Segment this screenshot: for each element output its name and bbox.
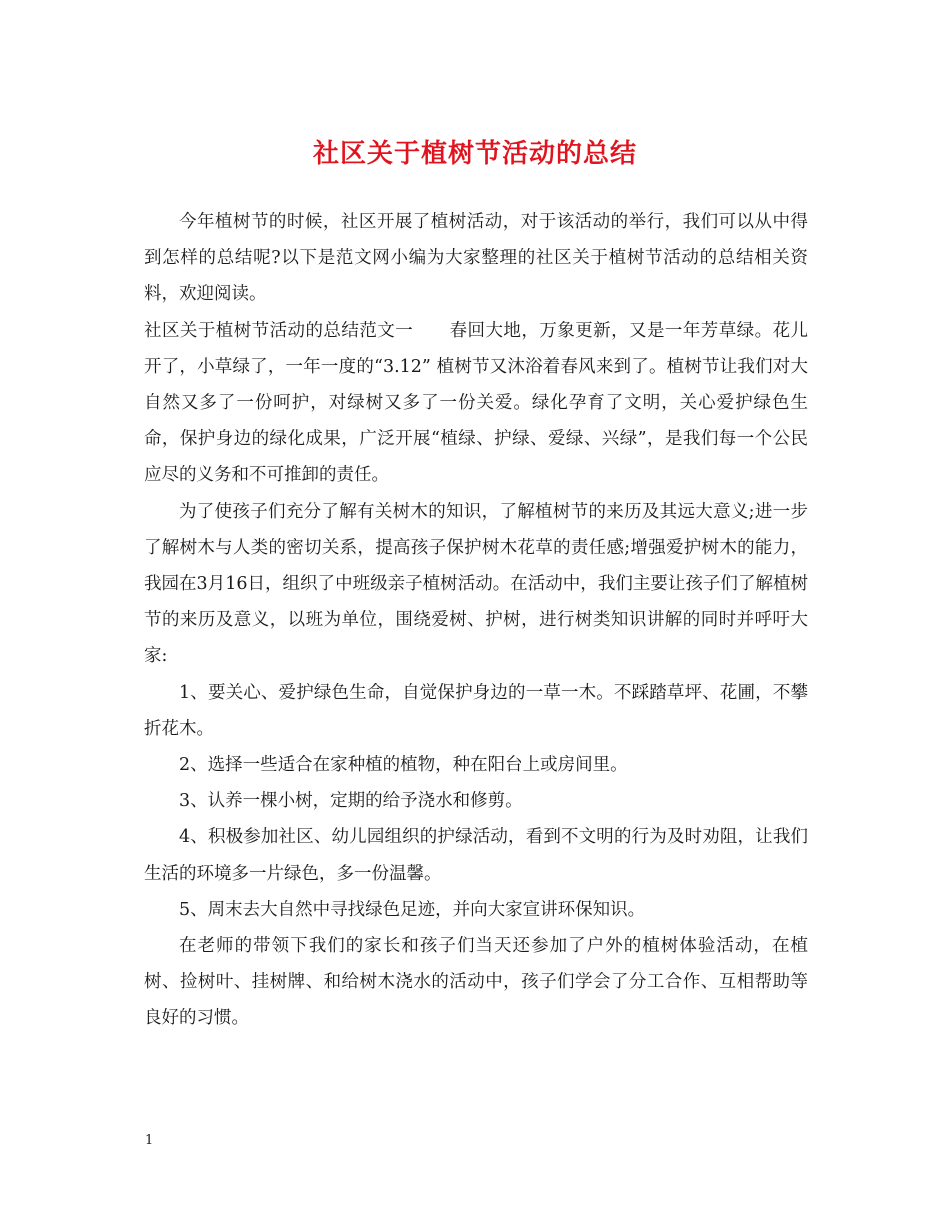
- list-item-3: 3、认养一棵小树，定期的给予浇水和修剪。: [179, 791, 523, 812]
- document-body: [144, 204, 808, 1037]
- intro-paragraph: 今年植树节的时候，社区开展了植树活动，对于该活动的举行，我们可以从中得到怎样的总结呢?以下是范文网小编为大家整理的社区关于植树节活动的总结相关资料，欢迎阅读。: [144, 212, 808, 305]
- page-number: 1: [145, 1133, 154, 1148]
- body-paragraph-2: 为了使孩子们充分了解有关树木的知识，了解植树节的来历及其远大意义;进一步了解树木与人类的密切关系，提高孩子保护树木花草的责任感;增强爱护树木的能力，我园在3月16日，组织了中班级亲子植树活动。在活动中，我们主要让孩子们了解植树节的来历及意义，以班为单位，围绕爱树、护树，进行树类知识讲解的同时并呼吁大家:: [144, 501, 808, 667]
- section-text: 春回大地，万象更新，又是一年芳草绿。花儿开了，小草绿了，一年一度的“3.12” 植树节又沐浴着春风来到了。植树节让我们对大自然又多了一份呵护，对绿树又多了一份关爱。绿化孕育了文明，关心爱护绿色生命，保护身边的绿化成果，广泛开展“植绿、护绿、爱绿、兴绿”，是我们每一个公民应尽的义务和不可推卸的责任。: [144, 320, 809, 486]
- list-item-4: 4、积极参加社区、幼儿园组织的护绿活动，看到不文明的行为及时劝阻，让我们生活的环境多一片绿色，多一份温馨。: [144, 827, 808, 884]
- section-heading: 社区关于植树节活动的总结范文一: [144, 320, 414, 341]
- list-item-2: 2、选择一些适合在家种植的植物，种在阳台上或房间里。: [179, 755, 628, 776]
- list-item-5: 5、周末去大自然中寻找绿色足迹，并向大家宣讲环保知识。: [179, 899, 646, 920]
- document-title: 社区关于植树节活动的总结: [312, 139, 637, 169]
- section-paragraph: [144, 313, 808, 494]
- list-item-1: 1、要关心、爱护绿色生命，自觉保护身边的一草一木。不踩踏草坪、花圃，不攀折花木。: [144, 682, 808, 739]
- closing-paragraph: 在老师的带领下我们的家长和孩子们当天还参加了户外的植树体验活动，在植树、捡树叶、挂树牌、和给树木浇水的活动中，孩子们学会了分工合作、互相帮助等良好的习惯。: [144, 936, 808, 1029]
